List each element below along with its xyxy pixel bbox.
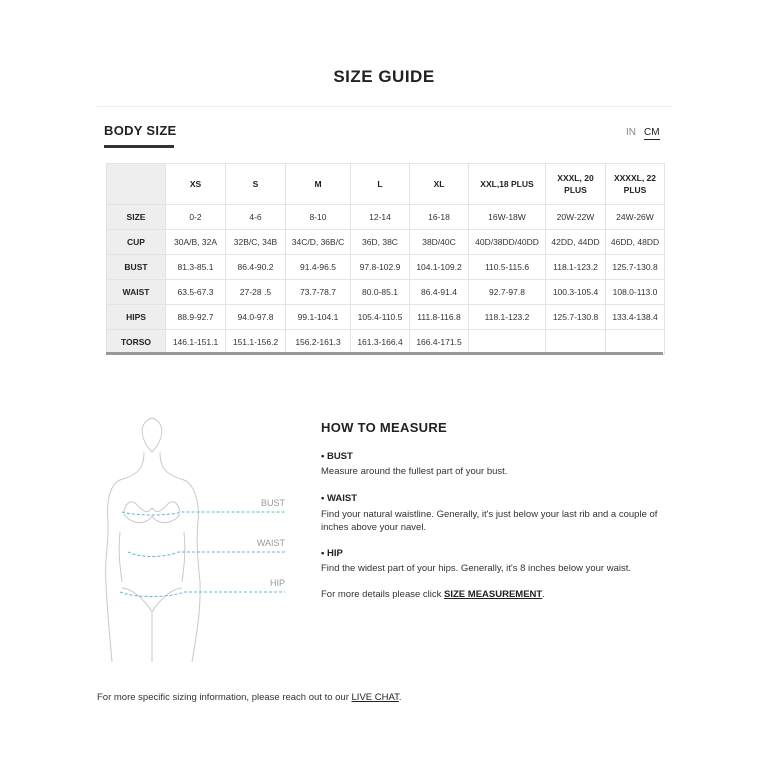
table-row bbox=[107, 305, 665, 330]
body-figure-illustration bbox=[100, 412, 300, 662]
row-label: WAIST bbox=[107, 280, 166, 305]
table-cell: 133.4-138.4 bbox=[606, 305, 665, 330]
details-line bbox=[321, 588, 545, 601]
unit-toggle bbox=[626, 127, 668, 140]
size-column-header: XS bbox=[166, 164, 226, 205]
table-cell: 110.5-115.6 bbox=[469, 255, 546, 280]
body-size-title: BODY SIZE bbox=[104, 123, 177, 138]
table-cell: 42DD, 44DD bbox=[546, 230, 606, 255]
table-cell: 20W-22W bbox=[546, 205, 606, 230]
table-cell: 63.5-67.3 bbox=[166, 280, 226, 305]
table-cell: 34C/D, 36B/C bbox=[286, 230, 351, 255]
table-row bbox=[107, 230, 665, 255]
waist-line bbox=[128, 552, 285, 557]
table-cell: 91.4-96.5 bbox=[286, 255, 351, 280]
table-cell: 32B/C, 34B bbox=[226, 230, 286, 255]
bust-instructions: Measure around the fullest part of your bust. bbox=[321, 466, 508, 477]
table-cell: 97.8-102.9 bbox=[351, 255, 410, 280]
waist-instructions: Find your natural waistline. Generally, it's just below your last rib and a couple of inches above your navel. bbox=[321, 509, 658, 533]
hip-instructions: Find the widest part of your hips. Generally, it's 8 inches below your waist. bbox=[321, 563, 632, 574]
table-cell: 86.4-90.2 bbox=[226, 255, 286, 280]
table-body bbox=[107, 205, 665, 355]
table-cell: 40D/38DD/40DD bbox=[469, 230, 546, 255]
bust-line bbox=[122, 512, 285, 515]
size-column-header: XXL,18 PLUS bbox=[469, 164, 546, 205]
table-cell: 38D/40C bbox=[410, 230, 469, 255]
table-cell: 27-28 .5 bbox=[226, 280, 286, 305]
title-divider bbox=[97, 106, 672, 107]
table-cell: 125.7-130.8 bbox=[606, 255, 665, 280]
hip-label: HIP bbox=[269, 578, 285, 588]
size-measurement-link[interactable]: SIZE MEASUREMENT bbox=[444, 589, 543, 600]
table-cell bbox=[469, 330, 546, 355]
page-title: SIZE GUIDE bbox=[333, 67, 435, 86]
table-cell: 12-14 bbox=[351, 205, 410, 230]
table-cell: 16W-18W bbox=[469, 205, 546, 230]
hip-line bbox=[120, 592, 285, 597]
hip-heading: • HIP bbox=[321, 548, 343, 559]
table-row bbox=[107, 330, 665, 355]
table-cell: 92.7-97.8 bbox=[469, 280, 546, 305]
body-outline bbox=[106, 418, 201, 662]
table-cell: 4-6 bbox=[226, 205, 286, 230]
table-row bbox=[107, 205, 665, 230]
table-cell: 166.4-171.5 bbox=[410, 330, 469, 355]
table-cell: 24W-26W bbox=[606, 205, 665, 230]
table-cell: 0-2 bbox=[166, 205, 226, 230]
table-cell: 86.4-91.4 bbox=[410, 280, 469, 305]
section-underline bbox=[104, 145, 174, 148]
waist-heading: • WAIST bbox=[321, 493, 358, 504]
table-cell: 30A/B, 32A bbox=[166, 230, 226, 255]
details-prefix: For more details please click bbox=[321, 589, 445, 600]
table-cell bbox=[606, 330, 665, 355]
table-cell: 118.1-123.2 bbox=[469, 305, 546, 330]
table-cell bbox=[546, 330, 606, 355]
bust-heading: • BUST bbox=[321, 451, 353, 462]
unit-in-button[interactable]: IN bbox=[626, 127, 636, 138]
size-column-header: XL bbox=[410, 164, 469, 205]
row-label: SIZE bbox=[107, 205, 166, 230]
table-cell: 16-18 bbox=[410, 205, 469, 230]
table-cell: 88.9-92.7 bbox=[166, 305, 226, 330]
table-cell: 118.1-123.2 bbox=[546, 255, 606, 280]
row-label: CUP bbox=[107, 230, 166, 255]
row-label: TORSO bbox=[107, 330, 166, 355]
table-cell: 146.1-151.1 bbox=[166, 330, 226, 355]
table-cell: 105.4-110.5 bbox=[351, 305, 410, 330]
footer-note bbox=[97, 692, 402, 703]
footer-prefix: For more specific sizing information, please reach out to our bbox=[97, 692, 352, 703]
table-cell: 80.0-85.1 bbox=[351, 280, 410, 305]
bust-label: BUST bbox=[260, 498, 285, 508]
size-column-header: XXXXL, 22 PLUS bbox=[606, 164, 665, 205]
table-cell: 111.8-116.8 bbox=[410, 305, 469, 330]
table-header bbox=[107, 164, 665, 205]
how-to-measure-title: HOW TO MEASURE bbox=[321, 420, 448, 435]
table-cell: 104.1-109.2 bbox=[410, 255, 469, 280]
header-row bbox=[107, 164, 665, 205]
table-cell: 161.3-166.4 bbox=[351, 330, 410, 355]
table-cell: 8-10 bbox=[286, 205, 351, 230]
waist-label: WAIST bbox=[256, 538, 285, 548]
table-cell: 125.7-130.8 bbox=[546, 305, 606, 330]
table-cell: 100.3-105.4 bbox=[546, 280, 606, 305]
size-column-header: M bbox=[286, 164, 351, 205]
measure-lines bbox=[120, 512, 285, 597]
table-row bbox=[107, 280, 665, 305]
table-cell: 156.2-161.3 bbox=[286, 330, 351, 355]
unit-cm-button[interactable]: CM bbox=[644, 127, 660, 138]
details-suffix: . bbox=[542, 589, 545, 600]
size-column-header: XXXL, 20 PLUS bbox=[546, 164, 606, 205]
table-cell: 151.1-156.2 bbox=[226, 330, 286, 355]
table-cell: 94.0-97.8 bbox=[226, 305, 286, 330]
table-cell: 73.7-78.7 bbox=[286, 280, 351, 305]
row-label: HIPS bbox=[107, 305, 166, 330]
row-label: BUST bbox=[107, 255, 166, 280]
table-cell: 99.1-104.1 bbox=[286, 305, 351, 330]
table-bottom-bar bbox=[106, 352, 663, 355]
table-row bbox=[107, 255, 665, 280]
live-chat-link[interactable]: LIVE CHAT bbox=[351, 692, 399, 703]
size-table bbox=[106, 163, 665, 355]
size-column-header: S bbox=[226, 164, 286, 205]
table-cell: 81.3-85.1 bbox=[166, 255, 226, 280]
table-cell: 46DD, 48DD bbox=[606, 230, 665, 255]
table-cell: 108.0-113.0 bbox=[606, 280, 665, 305]
header-corner-cell bbox=[107, 164, 166, 205]
table-cell: 36D, 38C bbox=[351, 230, 410, 255]
footer-suffix: . bbox=[398, 692, 402, 703]
size-column-header: L bbox=[351, 164, 410, 205]
